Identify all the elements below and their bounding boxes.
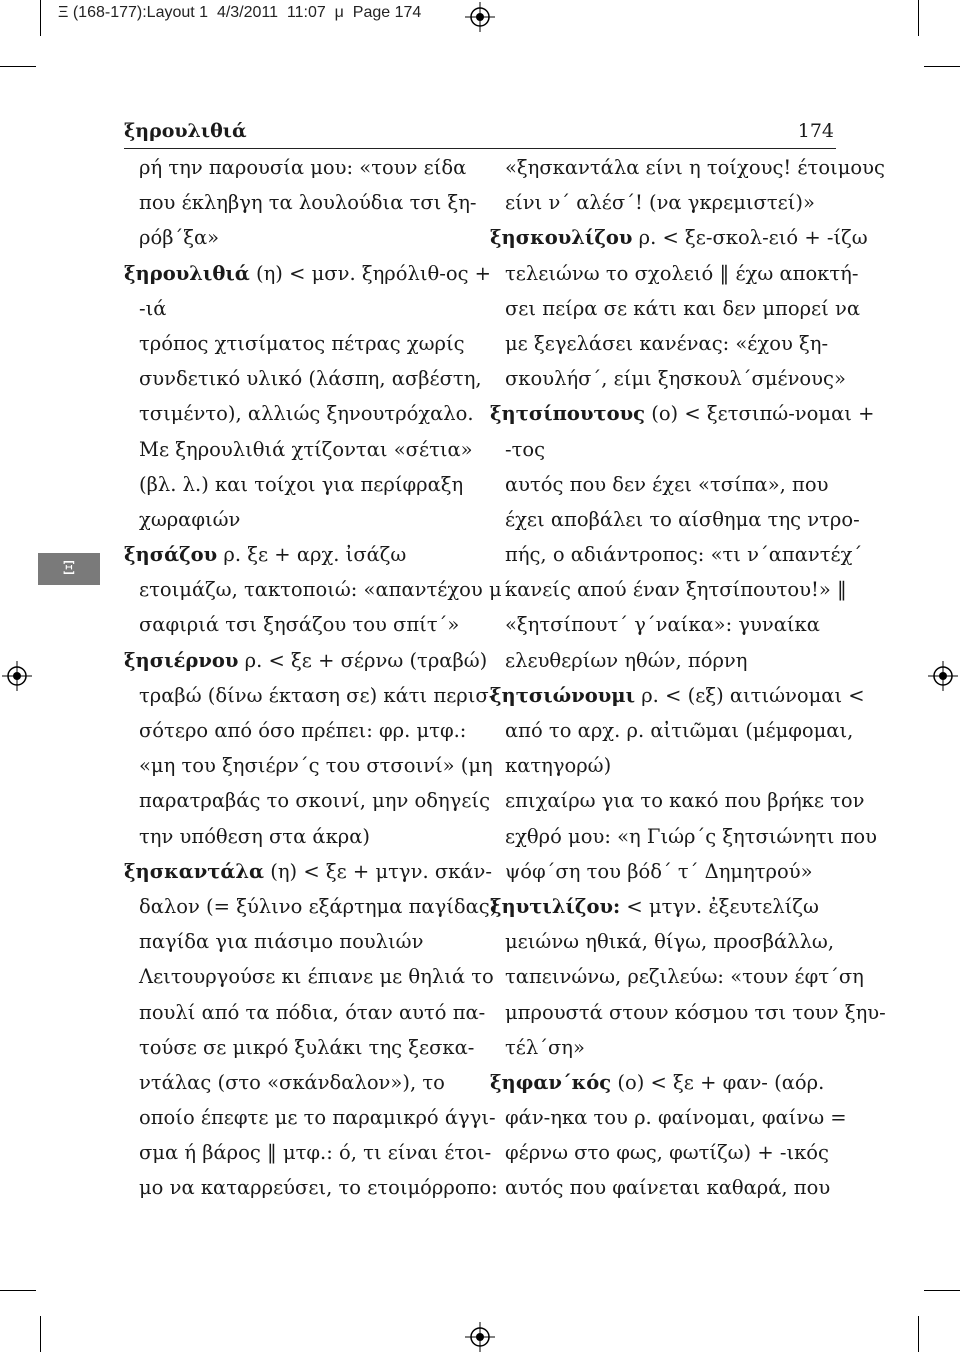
entry-line: ξησκουλίζου ρ. < ξε-σκολ-ειό + -ίζω bbox=[490, 226, 868, 250]
text-line: ντάλας (στο «σκάνδαλον»), το bbox=[139, 1070, 445, 1094]
text-line: σει πείρα σε κάτι και δεν μπορεί να bbox=[505, 296, 861, 320]
text-line: «μη του ξησιέρν΄ς του στσοινί» (μη bbox=[139, 754, 493, 778]
text-line: -τος bbox=[505, 437, 546, 461]
text-line: με ξεγελάσει κανένας: «έχου ξη- bbox=[505, 331, 829, 355]
entry-line: ξητσιώνουμι ρ. < (εξ) αιτιώνομαι < bbox=[490, 683, 865, 707]
text-line: φάν-ηκα του ρ. φαίνομαι, φαίνω = bbox=[505, 1106, 847, 1130]
text-line: μο να καταρρεύσει, το ετοιμόρροπο: bbox=[139, 1176, 498, 1200]
text-line: ταπεινώνω, ρεζιλεύω: «τουν έφτ΄ση bbox=[505, 965, 864, 989]
crop-mark bbox=[924, 66, 960, 67]
crop-mark bbox=[40, 1316, 41, 1352]
text-line: τελειώνω το σχολειό ‖ έχω αποκτή- bbox=[505, 261, 859, 285]
entry-line: ξησάζου ρ. ξε + αρχ. ἰσάζω bbox=[124, 543, 407, 567]
text-line: την υπόθεση στα άκρα) bbox=[139, 824, 371, 848]
left-column bbox=[124, 150, 512, 1206]
text-line: χωραφιών bbox=[139, 507, 241, 531]
entry-line: ξηφαν΄κός (ο) < ξε + φαν- (αόρ. bbox=[490, 1070, 825, 1094]
entry-line: ξητσίπουτους (ο) < ξετσιπώ-νομαι + bbox=[490, 402, 875, 426]
text-line: μπρουστά στουν κόσμου τσι τουν ξηυ- bbox=[505, 1000, 886, 1024]
text-line: παρατραβάς το σκοινί, μην οδηγείς bbox=[139, 789, 490, 813]
text-line: πής, ο αδιάντροπος: «τι ν΄απαντέχ΄ bbox=[505, 543, 863, 567]
text-line: σότερο από όσο πρέπει: φρ. μτφ.: bbox=[139, 719, 467, 742]
text-line: που έκληβγη τα λουλούδια τσι ξη- bbox=[139, 191, 477, 215]
print-slug: Ξ (168-177):Layout 1 4/3/2011 11:07 μ Page 174 bbox=[58, 4, 422, 21]
text-line: σκουλήσ΄, είμι ξησκουλ΄σμένους» bbox=[505, 367, 846, 391]
text-line: τσιμέντο), αλλιώς ξηνουτρόχαλο. bbox=[139, 402, 474, 426]
text-line: σαφιριά τσι ξησάζου του σπίτ΄» bbox=[139, 613, 460, 637]
text-line: φέρνω στο φως, φωτίζω) + -ικός bbox=[505, 1141, 829, 1165]
text-line: μειώνω ηθικά, θίγω, προσβάλλω, bbox=[505, 930, 835, 954]
crop-mark bbox=[0, 1290, 36, 1291]
registration-mark-icon bbox=[928, 661, 958, 691]
text-line: ρή την παρουσία μου: «τουν είδα bbox=[139, 156, 467, 179]
text-line: Λειτουργούσε κι έπιανε με θηλιά το bbox=[139, 965, 494, 989]
text-line: είνι ν΄ αλέσ΄! (να γκρεμιστεί)» bbox=[505, 191, 815, 215]
registration-mark-icon bbox=[465, 2, 495, 32]
crop-mark bbox=[918, 0, 919, 36]
text-line: ελευθερίων ηθών, πόρνη bbox=[505, 648, 748, 672]
registration-mark-icon bbox=[465, 1322, 495, 1352]
crop-mark bbox=[40, 0, 41, 36]
text-line: παγίδα για πιάσιμο πουλιών bbox=[139, 930, 424, 954]
text-line: αυτός που δεν έχει «τσίπα», που bbox=[505, 472, 829, 496]
entry-line: ξηρουλιθιά (η) < μσν. ξηρόλιθ-ος + bbox=[124, 261, 492, 285]
text-line: «ξησκαντάλα είνι η τοίχους! έτοιμους bbox=[505, 156, 885, 179]
text-line: ψόφ΄ση του βόδ΄ τ΄ Δημητρού» bbox=[505, 859, 813, 883]
text-line: Με ξηρουλιθιά χτίζονται «σέτια» bbox=[139, 437, 473, 461]
text-line: κανείς απού έναν ξητσίπουτου!» ‖ bbox=[505, 578, 847, 602]
text-line: «ξητσίπουτ΄ γ΄ναίκα»: γυναίκα bbox=[505, 613, 820, 637]
right-column bbox=[490, 150, 886, 1206]
text-line: τέλ΄ση» bbox=[505, 1035, 585, 1059]
thumb-index-tab: Ξ bbox=[38, 553, 100, 585]
text-line: σμα ή βάρος ‖ μτφ.: ό, τι είναι έτοι- bbox=[139, 1141, 492, 1165]
crop-mark bbox=[918, 1316, 919, 1352]
text-line: τραβώ (δίνω έκταση σε) κάτι περισ- bbox=[139, 683, 496, 707]
crop-mark bbox=[0, 66, 36, 67]
text-line: συνδετικό υλικό (λάσπη, ασβέστη, bbox=[139, 367, 482, 391]
text-line: -ιά bbox=[139, 296, 167, 320]
text-line: πουλί από τα πόδια, όταν αυτό πα- bbox=[139, 1000, 486, 1024]
page-number: 174 bbox=[797, 120, 834, 142]
text-line: ρόβ΄ξα» bbox=[139, 226, 220, 250]
text-line: οποίο έπεφτε με το παραμικρό άγγι- bbox=[139, 1106, 496, 1130]
text-line: τούσε σε μικρό ξυλάκι της ξεσκα- bbox=[139, 1035, 475, 1059]
text-line: ετοιμάζω, τακτοποιώ: «απαντέχου μ΄ bbox=[139, 578, 512, 602]
running-head-headword: ξηρουλιθιά bbox=[124, 120, 247, 142]
registration-mark-icon bbox=[2, 661, 32, 691]
header-rule bbox=[124, 148, 836, 149]
entry-line: ξηυτιλίζου: < μτγν. ἐξευτελίζω bbox=[490, 894, 819, 918]
entry-line: ξησκαντάλα (η) < ξε + μτγν. σκάν- bbox=[124, 859, 492, 883]
entry-line: ξησιέρνου ρ. < ξε + σέρνω (τραβώ) bbox=[124, 648, 488, 672]
text-line: από το αρχ. ρ. αἰτιῶμαι (μέμφομαι, bbox=[505, 719, 854, 742]
text-line: κατηγορώ) bbox=[505, 754, 612, 778]
text-line: (βλ. λ.) και τοίχοι για περίφραξη bbox=[139, 472, 464, 496]
text-line: έχει αποβάλει το αίσθημα της ντρο- bbox=[505, 507, 860, 531]
text-line: επιχαίρω για το κακό που βρήκε τον bbox=[505, 789, 865, 813]
text-line: αυτός που φαίνεται καθαρά, που bbox=[505, 1176, 831, 1200]
crop-mark bbox=[924, 1290, 960, 1291]
text-line: τρόπος χτισίματος πέτρας χωρίς bbox=[139, 331, 465, 355]
text-line: δαλον (= ξύλινο εξάρτημα παγίδας) bbox=[139, 894, 498, 918]
text-line: εχθρό μου: «η Γιώρ΄ς ξητσιώνητι που bbox=[505, 824, 877, 848]
